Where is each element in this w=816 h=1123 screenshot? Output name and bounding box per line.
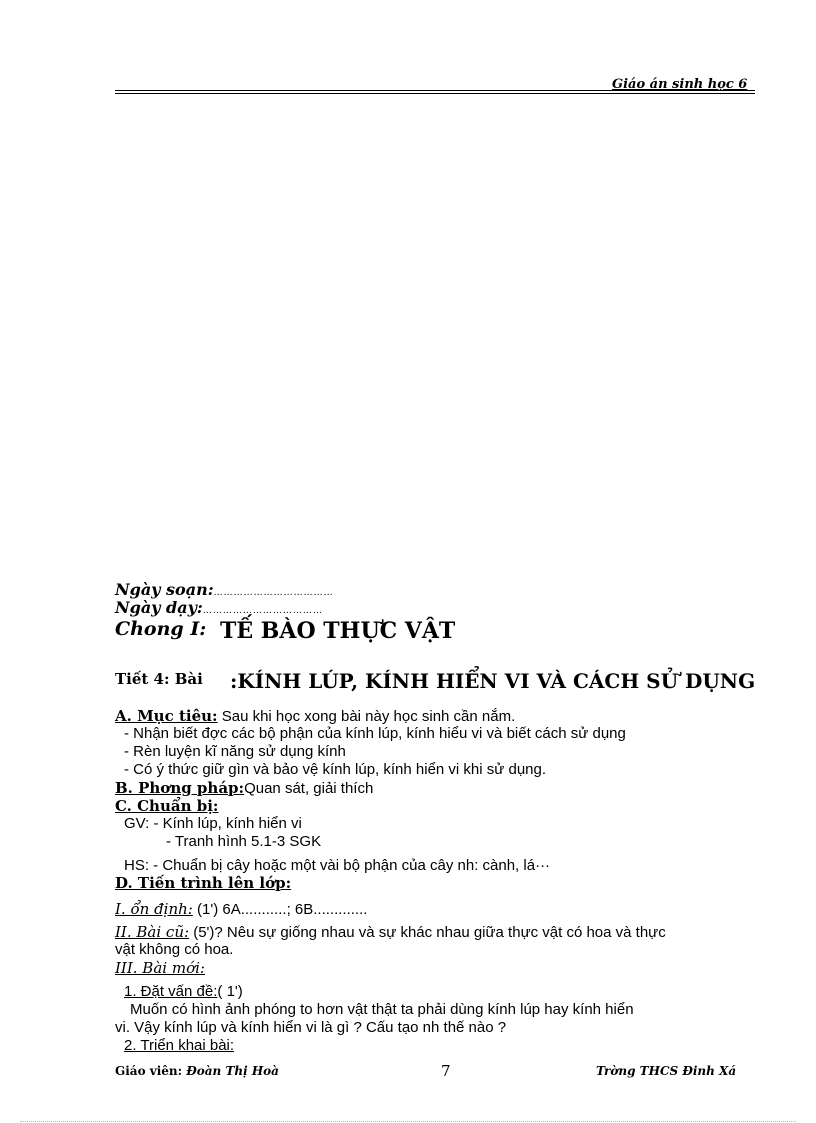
date-prepared xyxy=(115,580,334,599)
section-b-text: Quan sát, giải thích xyxy=(244,780,374,797)
header-rule-double xyxy=(115,93,755,94)
problem-statement-body: Muốn có hình ảnh phóng to hơn vật thật ta phải dùng kính lúp hay kính hiển xyxy=(130,1001,634,1018)
lesson-label: Tiết 4: Bài xyxy=(115,670,203,688)
step-stabilize-text: (1') 6A...........; 6B............. xyxy=(192,901,368,918)
date-taught-value: ……………………………… xyxy=(202,606,323,616)
section-d-heading: D. Tiến trình lên lớp: xyxy=(115,874,292,892)
problem-statement xyxy=(124,983,243,1000)
footer-school: Trờng THCS Đinh Xá xyxy=(596,1064,737,1078)
step-review-text: (5')? Nêu sự giống nhau và sự khác nhau giữa thực vật có hoa và thực xyxy=(189,924,666,941)
date-prepared-label: Ngày soạn: xyxy=(115,580,214,599)
header-rule xyxy=(115,90,755,91)
lesson-title: :KÍNH LÚP, KÍNH HIỂN VI VÀ CÁCH SỬ DỤNG xyxy=(230,669,756,693)
problem-statement-heading: 1. Đặt vấn đề: xyxy=(124,983,218,1000)
step-stabilize xyxy=(115,900,367,918)
objective-item: - Có ý thức giữ gìn và bảo vệ kính lúp, kính hiển vi khi sử dụng. xyxy=(124,761,547,778)
lesson-development-heading: 2. Triển khai bài: xyxy=(124,1037,235,1054)
section-a-heading: A. Mục tiêu: xyxy=(115,707,218,725)
page-bottom-rule xyxy=(20,1121,796,1122)
problem-statement-time: ( 1') xyxy=(217,983,243,1000)
objective-item: - Rèn luyện kĩ năng sử dụng kính xyxy=(124,743,346,760)
date-taught-label: Ngày dạy: xyxy=(115,598,203,617)
step-review-heading: II. Bài cũ: xyxy=(115,923,190,941)
header-title: Giáo án sinh học 6 xyxy=(612,77,748,92)
teacher-prep-item: - Tranh hình 5.1-3 SGK xyxy=(166,833,322,850)
footer-teacher-label: Giáo viên: xyxy=(115,1064,183,1078)
student-prep: HS: - Chuẩn bị cây hoặc một vài bộ phận của cây nh: cành, lá··· xyxy=(124,857,551,874)
section-c-heading: C. Chuẩn bị: xyxy=(115,797,219,815)
step-new-lesson-heading: III. Bài mới: xyxy=(115,959,205,977)
step-review-text-cont: vật không có hoa. xyxy=(115,941,234,958)
section-a xyxy=(115,707,515,725)
page-number: 7 xyxy=(441,1062,451,1080)
section-b xyxy=(115,779,373,797)
step-stabilize-heading: I. ổn định: xyxy=(115,900,193,918)
problem-statement-body-cont: vi. Vậy kính lúp và kính hiển vi là gì ? Cấu tạo nh thế nào ? xyxy=(115,1019,507,1036)
teacher-prep: GV: - Kính lúp, kính hiển vi xyxy=(124,815,302,832)
footer-teacher xyxy=(115,1064,279,1078)
date-taught xyxy=(115,598,323,617)
step-review xyxy=(115,923,666,941)
chapter-label: Chong I: xyxy=(115,618,207,640)
section-b-heading: B. Phơng pháp: xyxy=(115,779,245,797)
section-a-text: Sau khi học xong bài này học sinh cần nắm. xyxy=(217,708,516,725)
footer-teacher-name: Đoàn Thị Hoà xyxy=(186,1064,279,1078)
objective-item: - Nhận biết đợc các bộ phận của kính lúp, kính hiểu vi và biết cách sử dụng xyxy=(124,725,626,742)
date-prepared-value: ……………………………… xyxy=(213,588,334,598)
chapter-title: TẾ BÀO THỰC VẬT xyxy=(220,618,456,644)
